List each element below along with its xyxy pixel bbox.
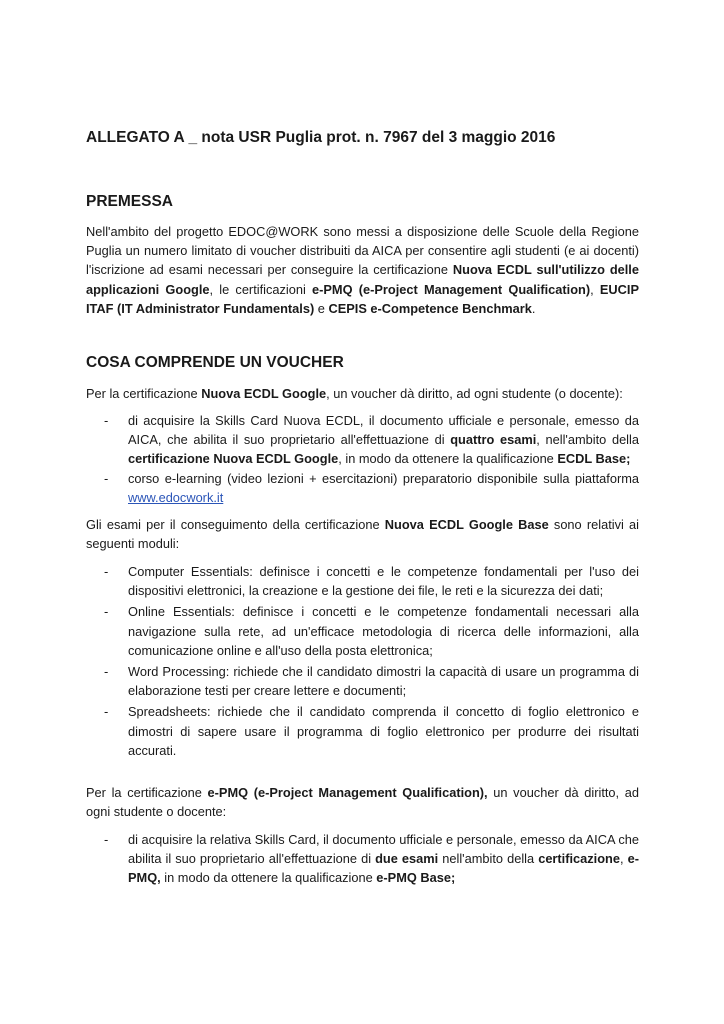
voucher-heading: COSA COMPRENDE UN VOUCHER xyxy=(86,354,344,371)
document-page xyxy=(86,0,639,1024)
exams-paragraph: Gli esami per il conseguimento della certificazione Nuova ECDL Google Base sono relativi ai seguenti moduli: xyxy=(86,517,639,552)
list-item: - Spreadsheets: richiede che il candidato comprenda il concetto di foglio elettronico e dimostri di sapere usare il programma di foglio elettronico per produrre dei risultati accurati. xyxy=(104,704,639,758)
list-item: - di acquisire la relativa Skills Card, il documento ufficiale e personale, emesso da AICA che abilita il suo proprietario all'effettuazione di due esami nell'ambito della certificazione, e-PMQ, in modo da ottenere la qualificazione e-PMQ Base; xyxy=(104,832,640,886)
voucher-items-list xyxy=(86,411,639,507)
bold-epmq: e-PMQ (e-Project Management Qualification) xyxy=(312,281,591,297)
list-item: - Computer Essentials: definisce i concetti e le competenze fondamentali per l'uso dei dispositivi elettronici, la creazione e la gestione dei file, le reti e la sicurezza dei dati; xyxy=(104,564,639,599)
list-item: - corso e-learning (video lezioni + esercitazioni) preparatorio disponibile sulla piattaforma www.edocwork.it xyxy=(104,470,639,505)
bold-eucip-itaf: EUCIP ITAF (IT Administrator Fundamentals) xyxy=(86,281,639,316)
epmq-paragraph: Per la certificazione e-PMQ (e-Project Management Qualification), un voucher dà diritto, ad ogni studente o docente: xyxy=(86,785,639,820)
edocwork-link[interactable]: www.edocwork.it xyxy=(128,489,224,505)
list-item: - Online Essentials: definisce i concetti e le competenze fondamentali necessari alla navigazione sulla rete, ad un'efficace metodologia di ricerca delle informazioni, alla comunicazione online e all'uso della posta elettronica; xyxy=(104,604,639,658)
epmq-items-list xyxy=(86,830,639,888)
list-item: - di acquisire la Skills Card Nuova ECDL, il documento ufficiale e personale, emesso da AICA, che abilita il suo proprietario all'effettuazione di quattro esami, nell'ambito della certificazione Nuova ECDL Google, in modo da ottenere la qualificazione ECDL Base; xyxy=(104,413,639,467)
bold-ecdl-google-apps: Nuova ECDL sull'utilizzo delle applicazioni Google xyxy=(86,262,639,297)
voucher-intro: Per la certificazione Nuova ECDL Google, un voucher dà diritto, ad ogni studente (o docente): xyxy=(86,386,623,401)
premessa-heading: PREMESSA xyxy=(86,193,173,210)
premessa-paragraph: Nell'ambito del progetto EDOC@WORK sono messi a disposizione delle Scuole della Regione Puglia un numero limitato di voucher distribuiti da AICA per consentire agli studenti (e ai docenti) l'iscrizione ad esami necessari per conseguire la certificazione Nuova ECDL sull'utilizzo delle applicazioni Google, le certificazioni e-PMQ (e-Project Management Qualification), EUCIP ITAF (IT Administrator Fundamentals) e CEPIS e-Competence Benchmark. xyxy=(86,224,639,316)
modules-list xyxy=(86,562,639,760)
bold-cepis: CEPIS e-Competence Benchmark xyxy=(328,300,532,316)
document-title: ALLEGATO A _ nota USR Puglia prot. n. 7967 del 3 maggio 2016 xyxy=(86,129,556,146)
list-item: - Word Processing: richiede che il candidato dimostri la capacità di usare un programma di elaborazione testi per creare lettere e documenti; xyxy=(104,664,639,699)
